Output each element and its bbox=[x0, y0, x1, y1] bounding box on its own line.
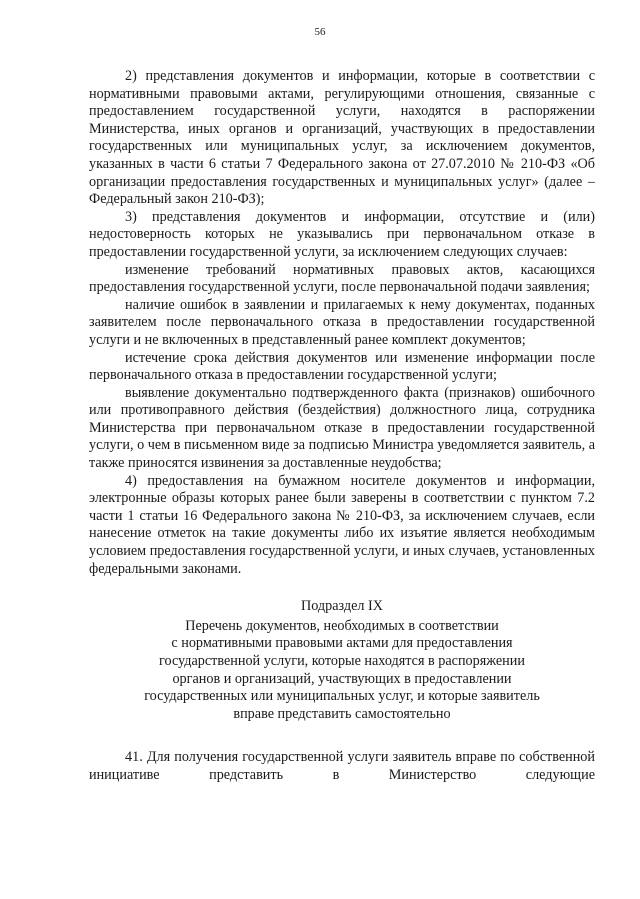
document-body bbox=[89, 68, 595, 785]
section-title-line: с нормативными правовыми актами для предоставления bbox=[171, 635, 513, 652]
paragraph-41: 41. Для получения государственной услуги заявитель вправе по собственной инициативе представить в Министерство следующие bbox=[89, 749, 595, 783]
section-subtitle: Подраздел IX bbox=[300, 598, 383, 615]
spacer bbox=[89, 723, 595, 749]
section-title-line: органов и организаций, участвующих в предоставлении bbox=[172, 670, 512, 687]
subitem-document-expiry: истечение срока действия документов или изменение информации после первоначального отказа в предоставлении государственной услуги; bbox=[89, 349, 595, 384]
subitem-requirements-change: изменение требований нормативных правовых актов, касающихся предоставления государственной услуги, после первоначальной подачи заявления; bbox=[89, 261, 595, 296]
section-title-line: государственных или муниципальных услуг, и которые заявитель bbox=[144, 688, 540, 705]
paragraph-item-3: 3) представления документов и информации, отсутствие и (или) недостоверность которых не указывались при первоначальном отказе в предоставлении государственной услуги, за исключением следующих случаев: bbox=[89, 208, 595, 260]
paragraph-item-2: 2) представления документов и информации, которые в соответствии с нормативными правовыми актами, регулирующими отношения, связанные с предоставлением государственной услуги, находятся в распоряжении Министерства, иных органов и организаций, участвующих в предоставлении государственных или муниципальных услуг, за исключением документов, указанных в части 6 статьи 7 Федерального закона от 27.07.2010 № 210-ФЗ «Об организации предоставления государственных и муниципальных услуг» (далее – Федеральный закон 210-ФЗ); bbox=[89, 68, 595, 208]
page-number: 56 bbox=[314, 26, 326, 38]
paragraph-item-4: 4) предоставления на бумажном носителе документов и информации, электронные образы которых ранее были заверены в соответствии с пунктом 7.2 части 1 статьи 16 Федерального закона № 210-ФЗ, за исключением случаев, если нанесение отметок на такие документы либо их изъятие является необходимым условием предоставления государственной услуги, и иных случаев, установленных федеральными законами. bbox=[89, 472, 595, 577]
subitem-errors-in-application: наличие ошибок в заявлении и прилагаемых к нему документах, поданных заявителем после первоначального отказа в предоставлении государственной услуги и не включенных в представленный ранее комплект документов; bbox=[89, 296, 595, 348]
subitem-wrongful-action: выявление документально подтвержденного факта (признаков) ошибочного или противоправного действия (бездействия) должностного лица, сотрудника Министерства при первоначальном отказе в предоставлении государственной услуги, о чем в письменном виде за подписью Министра уведомляется заявитель, а также приносятся извинения за доставленные неудобства; bbox=[89, 384, 595, 472]
section-heading bbox=[89, 598, 595, 723]
section-title-line: Перечень документов, необходимых в соответствии bbox=[185, 617, 499, 634]
section-title-line: вправе представить самостоятельно bbox=[233, 705, 451, 722]
section-title-line: государственной услуги, которые находятся в распоряжении bbox=[159, 653, 525, 669]
